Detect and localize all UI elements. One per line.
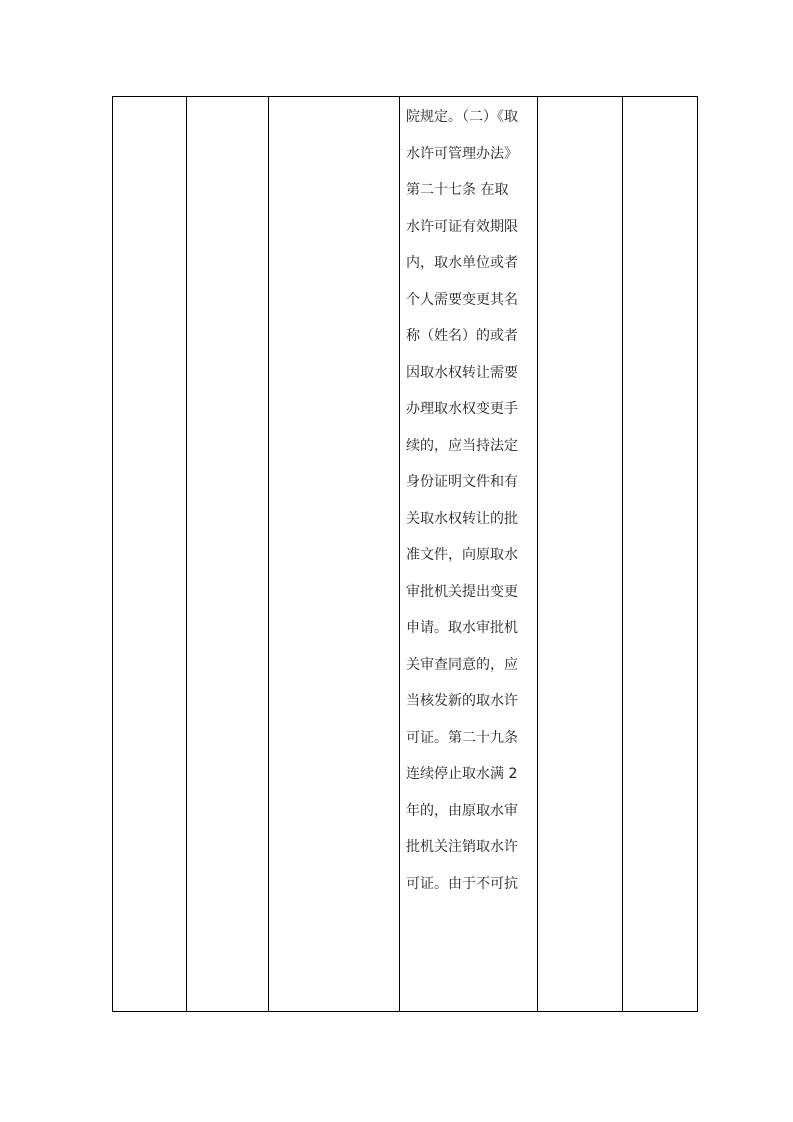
text-line: 水许可证有效期限	[406, 218, 518, 235]
text-line: 年的，由原取水审	[406, 802, 518, 819]
table-row	[113, 97, 698, 1012]
text-line: 批机关注销取水许	[406, 839, 518, 855]
text-line: 可证。由于不可抗	[406, 875, 518, 892]
table-cell-2	[187, 97, 269, 1012]
text-line: 准文件，向原取水	[406, 547, 518, 563]
text-line: 当核发新的取水许	[406, 693, 518, 709]
text-line: 院规定。（二）《取	[406, 109, 518, 125]
text-line: 称（姓名）的或者	[406, 328, 518, 344]
document-table	[112, 96, 698, 1012]
text-line: 申请。取水审批机	[406, 620, 518, 636]
text-line: 身份证明文件和有	[406, 474, 518, 490]
table-cell-3	[269, 97, 400, 1012]
table-cell-1	[113, 97, 187, 1012]
text-line: 续的，应当持法定	[406, 437, 518, 454]
text-line: 可证。第二十九条	[406, 729, 518, 746]
text-line: 个人需要变更其名	[406, 291, 518, 308]
table-cell-legal-text	[400, 97, 538, 1012]
text-line: 连续停止取水满 2	[406, 766, 518, 782]
text-line: 水许可管理办法》	[406, 145, 518, 162]
text-line: 内，取水单位或者	[406, 255, 518, 271]
text-line: 审批机关提出变更	[406, 583, 518, 600]
text-line: 第二十七条 在取	[406, 182, 509, 198]
text-line: 关审查同意的，应	[406, 656, 518, 673]
table-cell-5	[538, 97, 623, 1012]
text-line: 办理取水权变更手	[406, 401, 518, 417]
table-cell-6	[623, 97, 698, 1012]
text-line: 关取水权转让的批	[406, 510, 518, 527]
text-line: 因取水权转让需要	[406, 364, 518, 381]
